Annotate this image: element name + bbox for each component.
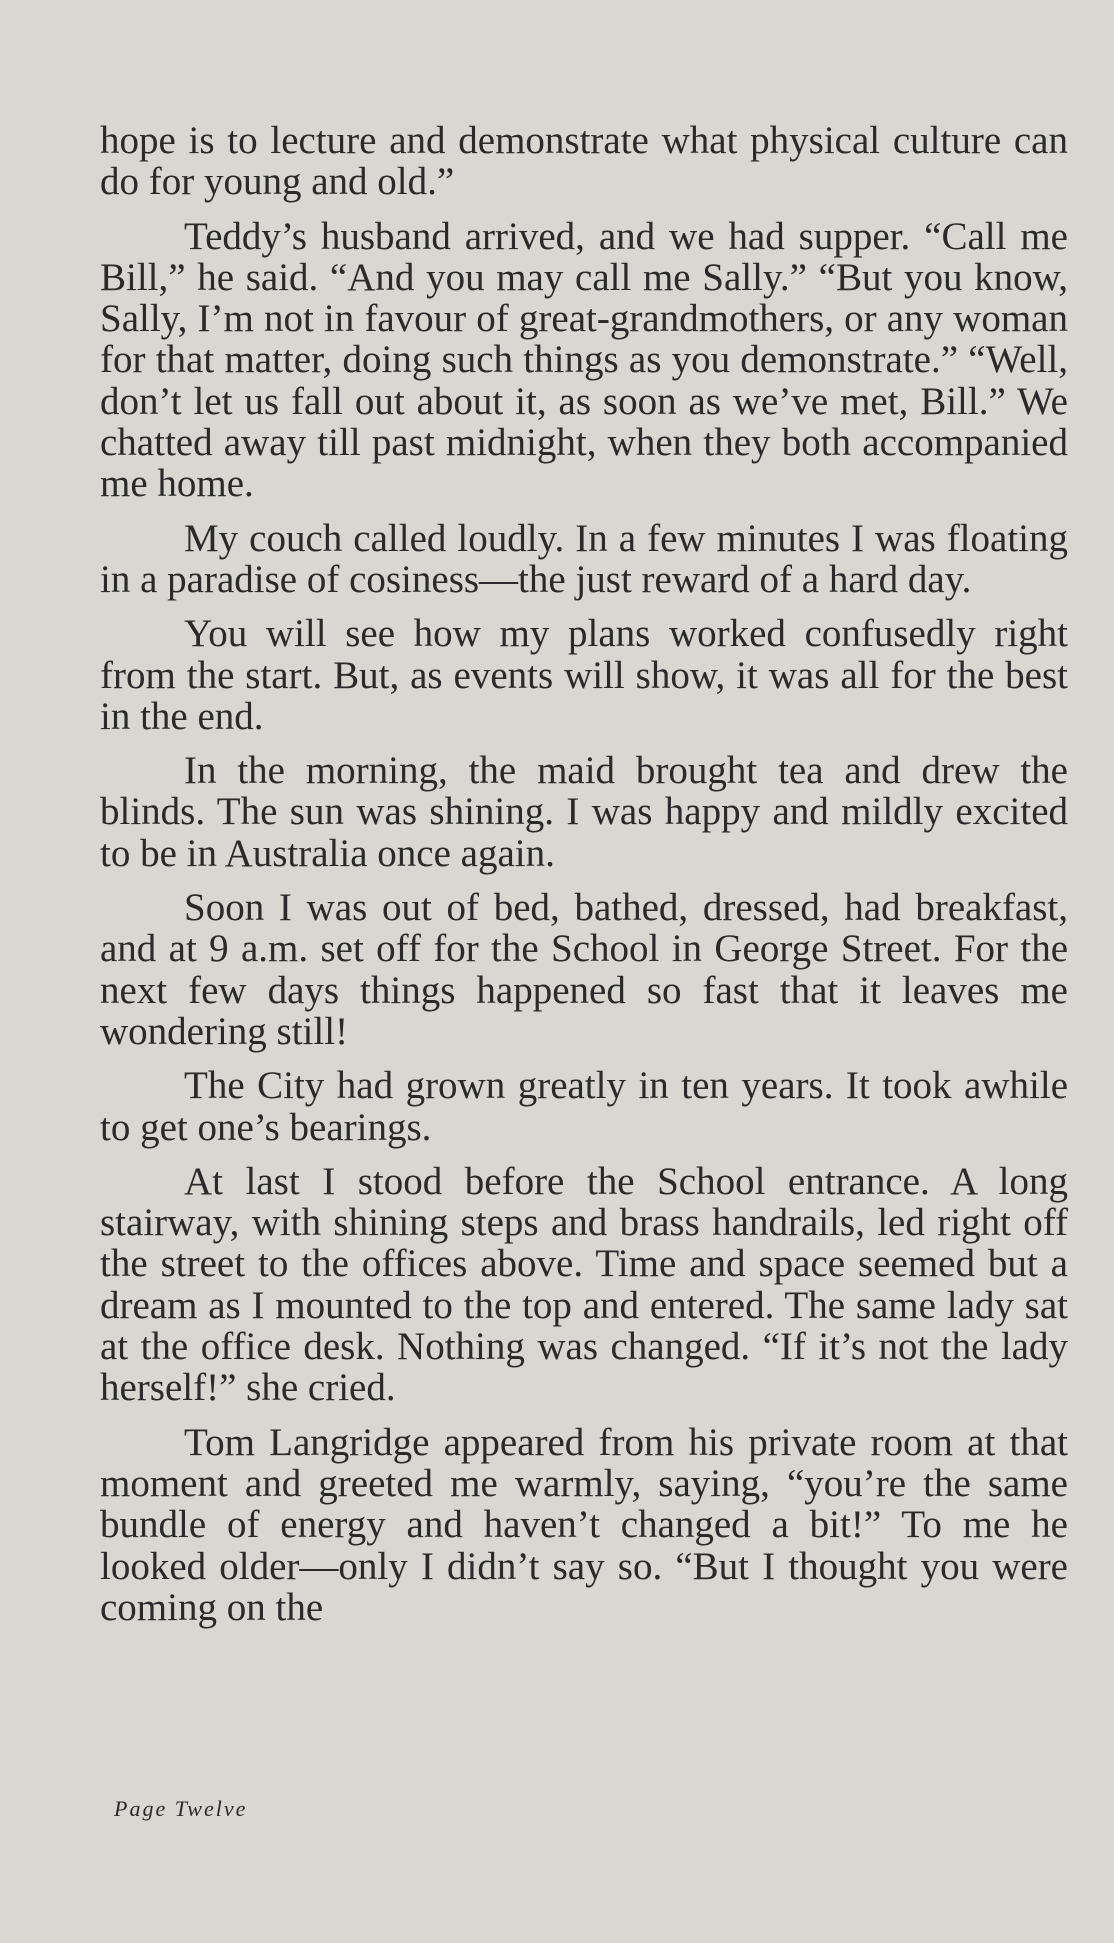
paragraph-3: My couch called loudly. In a few minutes I was floating in a paradise of cosiness—the just reward of a hard day. <box>100 516 1068 601</box>
paragraph-4: You will see how my plans worked confusedly right from the start. But, as events will show, it was all for the best in the end. <box>100 612 1068 738</box>
paragraph-6: Soon I was out of bed, bathed, dressed, had breakfast, and at 9 a.m. set off for the School in George Street. For the next few days things happened so fast that it leaves me wondering still! <box>100 886 1068 1053</box>
paragraph-2: Teddy’s husband arrived, and we had supper. “Call me Bill,” he said. “And you may call me Sally.” “But you know, Sally, I’m not in favour of great-grandmothers, or any woman for that matter, doing such things as you demonstrate.” “Well, don’t let us fall out about it, as soon as we’ve met, Bill.” We chatted away till past midnight, when they both accompanied me home. <box>100 214 1068 506</box>
paragraph-7: The City had grown greatly in ten years. It took awhile to get one’s bearings. <box>100 1064 1068 1149</box>
paragraph-9: Tom Langridge appeared from his private room at that moment and greeted me warmly, saying, “you’re the same bundle of energy and haven’t changed a bit!” To me he looked older—only I didn’t say so. “But I thought you were coming on the <box>100 1420 1068 1629</box>
paragraph-8: At last I stood before the School entrance. A long stairway, with shining steps and brass handrails, led right off the street to the offices above. Time and space seemed but a dream as I mounted to the top and entered. The same lady sat at the office desk. Nothing was changed. “If it’s not the lady herself!” she cried. <box>100 1159 1068 1410</box>
page-number: Page Twelve <box>114 1796 248 1821</box>
paragraph-1: hope is to lecture and demonstrate what physical culture can do for young and old.” <box>100 119 1068 204</box>
body-text <box>100 120 1068 1641</box>
paragraph-5: In the morning, the maid brought tea and drew the blinds. The sun was shining. I was happy and mildly excited to be in Australia once again. <box>100 749 1068 875</box>
